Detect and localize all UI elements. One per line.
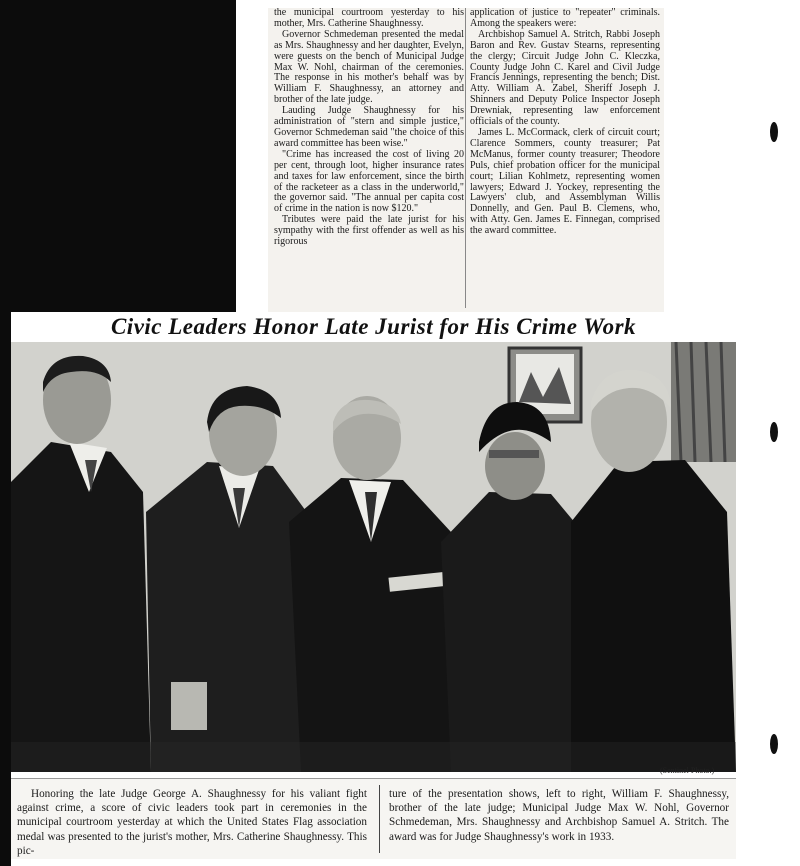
article-column-right: [470, 8, 660, 237]
column-divider: [465, 8, 466, 308]
article-paragraph: application of justice to "repeater" criminals. Among the speakers were:: [470, 8, 660, 29]
binder-hole-icon: [770, 734, 778, 754]
photo-caption: [11, 778, 736, 859]
article-paragraph: Archbishop Samuel A. Stritch, Rabbi Joseph Baron and Rev. Gustav Stearns, representing the clergy; Circuit Judge John C. Kleczka, County Judge John C. Karel and Civil Judge Francis Jennings, representing the bench; Dist. Atty. William A. Zabel, Sheriff Joseph J. Shinners and Deputy Police Inspector Joseph Drewniak, representing law enforcement officials of the county.: [470, 28, 660, 128]
article-column-left: [274, 8, 464, 248]
article-paragraph: the municipal courtroom yesterday to his mother, Mrs. Catherine Shaughnessy.: [274, 8, 464, 29]
photo-credit: (Sentinel Photo.): [660, 766, 715, 775]
headline: Civic Leaders Honor Late Jurist for His Crime Work: [110, 314, 637, 339]
caption-right: ture of the presentation shows, left to right, William F. Shaughnessy, brother of the late judge; Municipal Judge Max W. Nohl, Governor Schmedeman, Mrs. Shaughnessy and Archbishop Samuel A. Stritch. The award was for Judge Shaughnessy's work in 1933.: [389, 788, 729, 843]
headline-bar: [11, 312, 736, 343]
binder-hole-icon: [770, 422, 778, 442]
caption-divider: [379, 785, 380, 853]
article-paragraph: "Crime has increased the cost of living 20 per cent, through loot, higher insurance rates and taxes for law enforcement, since the birth of the racketeer as a class in the underworld," the governor said. "The annual per capita cost of crime in the nation is now $120.": [274, 148, 464, 215]
photo-illustration: [11, 342, 736, 772]
article-paragraph: James L. McCormack, clerk of circuit court; Clarence Sommers, county treasurer; Pat McManus, former county treasurer; Theodore Puls, chief probation officer for the municipal court; Lilian Kohlmetz, representing women lawyers; Edward J. Yockey, representing the Lawyers' club, and Assemblyman Willis Donnelly, and Gen. Paul B. Clemens, who, with Atty. Gen. James E. Finnegan, comprised the award committee.: [470, 126, 660, 237]
article-clipping: [268, 8, 664, 314]
article-paragraph: Governor Schmedeman presented the medal as Mrs. Shaughnessy and her daughter, Evelyn, were guests on the bench of Municipal Judge Max W. Nohl, chairman of the ceremonies. The response in his mother's behalf was by William F. Shaughnessy, an attorney and brother of the late judge.: [274, 28, 464, 106]
news-photo: [11, 342, 736, 772]
black-background-left: [0, 316, 11, 866]
caption-left: Honoring the late Judge George A. Shaughnessy for his valiant fight against crime, a score of civic leaders took part in ceremonies in the municipal courtroom yesterday at which the United States Flag association medal was presented to the jurist's mother, Mrs. Catherine Shaughnessy. This pic-: [17, 788, 367, 857]
article-paragraph: Tributes were paid the late jurist for his sympathy with the first offender as well as his rigorous: [274, 214, 464, 248]
black-background-top: [0, 0, 236, 316]
article-paragraph: Lauding Judge Shaughnessy for his administration of "stern and simple justice," Governor Schmedeman said "the choice of this award committee has been wise.": [274, 105, 464, 149]
binder-hole-icon: [770, 122, 778, 142]
